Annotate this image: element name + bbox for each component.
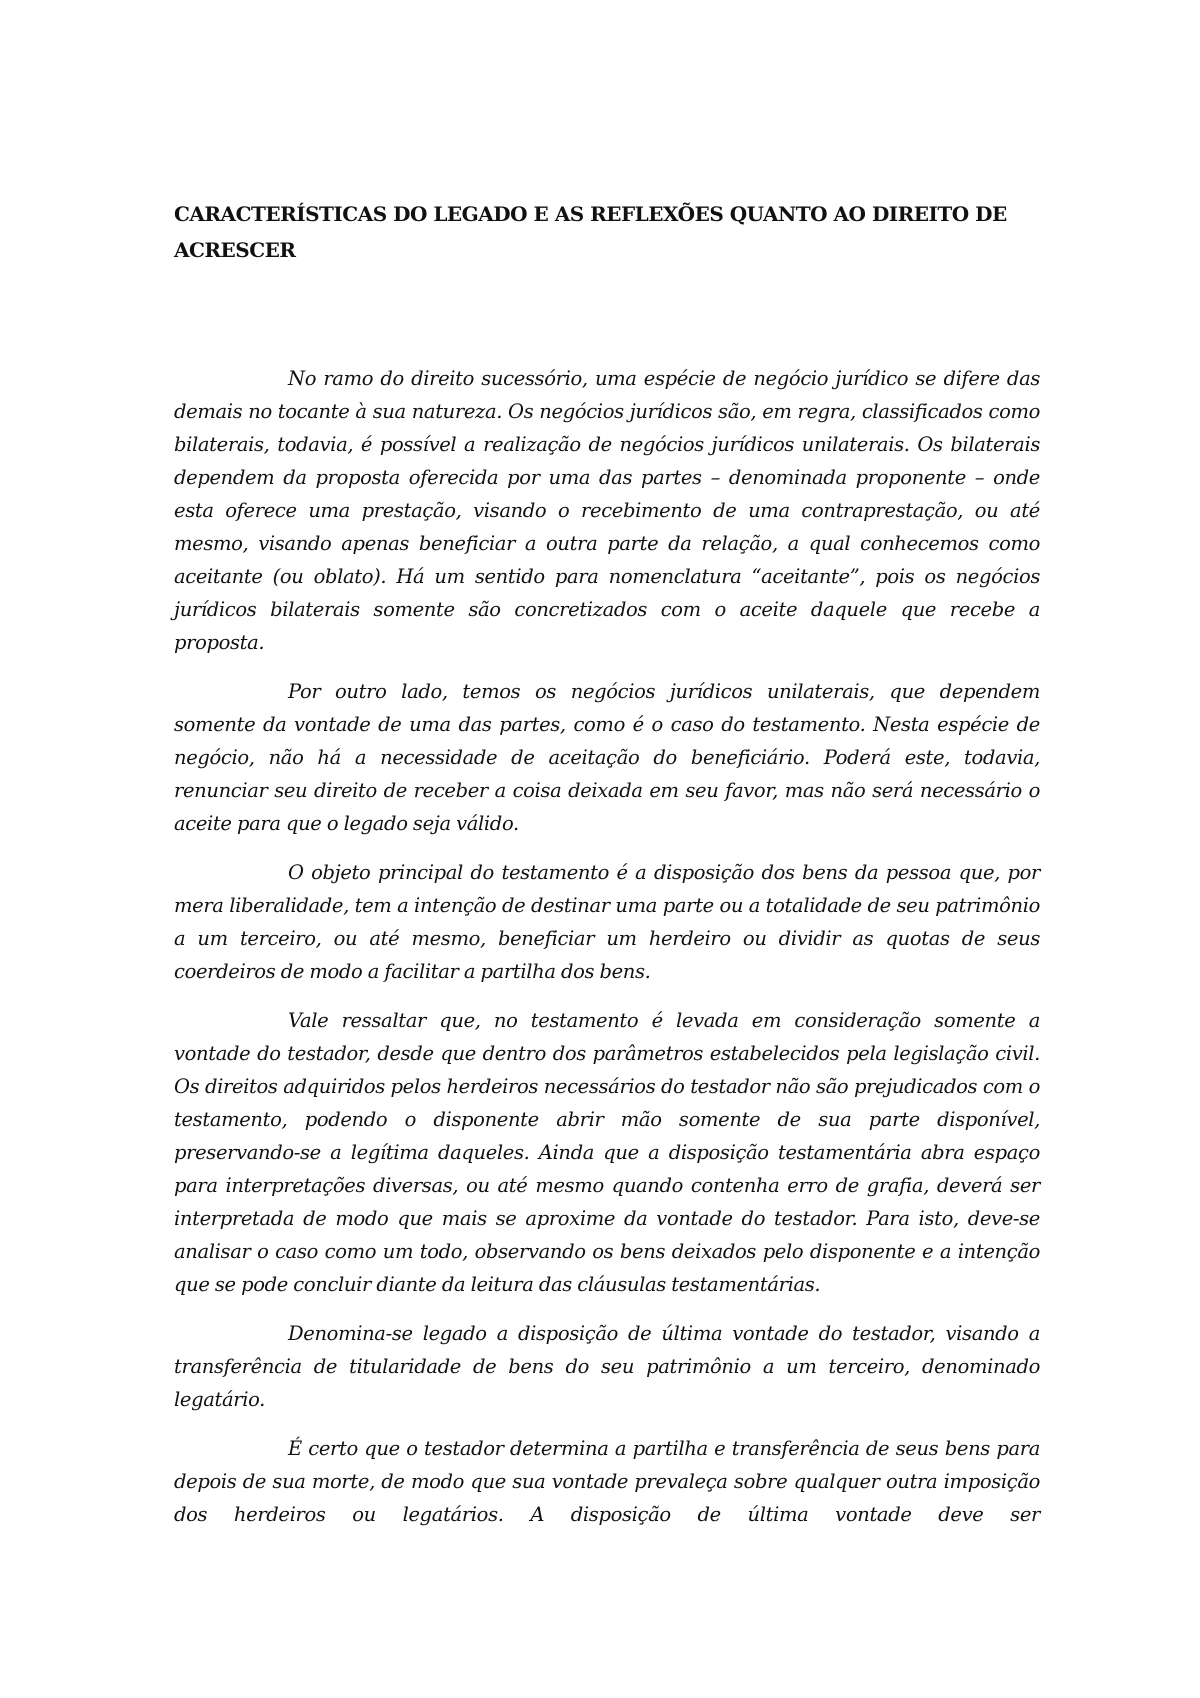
paragraph: Vale ressaltar que, no testamento é levada em consideração somente a vontade do testador, desde que dentro dos parâmetros estabelecidos pela legislação civil. Os direitos adquiridos pelos herdeiros necessários do testador não são prejudicados com o testamento, podendo o disponente abrir mão somente de sua parte disponível, preservando-se a legítima daqueles. Ainda que a disposição testamentária abra espaço para interpretações diversas, ou até mesmo quando contenha erro de grafia, deverá ser interpretada de modo que mais se aproxime da vontade do testador. Para isto, deve-se analisar o caso como um todo, observando os bens deixados pelo disponente e a intenção que se pode concluir diante da leitura das cláusulas testamentárias.	[174, 1009, 1040, 1296]
document-body	[174, 196, 1040, 1531]
paragraph-continued: É certo que o testador determina a partilha e transferência de seus bens para depois de sua morte, de modo que sua vontade prevaleça sobre qualquer outra imposição dos herdeiros ou legatários. A disposição de última vontade deve ser	[174, 1437, 1040, 1526]
paragraph: Denomina-se legado a disposição de última vontade do testador, visando a transferência de titularidade de bens do seu patrimônio a um terceiro, denominado legatário.	[174, 1322, 1040, 1411]
paragraph: No ramo do direito sucessório, uma espécie de negócio jurídico se difere das demais no tocante à sua natureza. Os negócios jurídicos são, em regra, classificados como bilaterais, todavia, é possível a realização de negócios jurídicos unilaterais. Os bilaterais dependem da proposta oferecida por uma das partes – denominada proponente – onde esta oferece uma prestação, visando o recebimento de uma contraprestação, ou até mesmo, visando apenas beneficiar a outra parte da relação, a qual conhecemos como aceitante (ou oblato). Há um sentido para nomenclatura “aceitante”, pois os negócios jurídicos bilaterais somente são concretizados com o aceite daquele que recebe a proposta.	[174, 367, 1040, 654]
paragraph: O objeto principal do testamento é a disposição dos bens da pessoa que, por mera liberalidade, tem a intenção de destinar uma parte ou a totalidade de seu patrimônio a um terceiro, ou até mesmo, beneficiar um herdeiro ou dividir as quotas de seus coerdeiros de modo a facilitar a partilha dos bens.	[174, 861, 1040, 983]
document-title: CARACTERÍSTICAS DO LEGADO E AS REFLEXÕES QUANTO AO DIREITO DE ACRESCER	[174, 202, 1007, 262]
paragraph: Por outro lado, temos os negócios jurídicos unilaterais, que dependem somente da vontade de uma das partes, como é o caso do testamento. Nesta espécie de negócio, não há a necessidade de aceitação do beneficiário. Poderá este, todavia, renunciar seu direito de receber a coisa deixada em seu favor, mas não será necessário o aceite para que o legado seja válido.	[174, 680, 1040, 835]
